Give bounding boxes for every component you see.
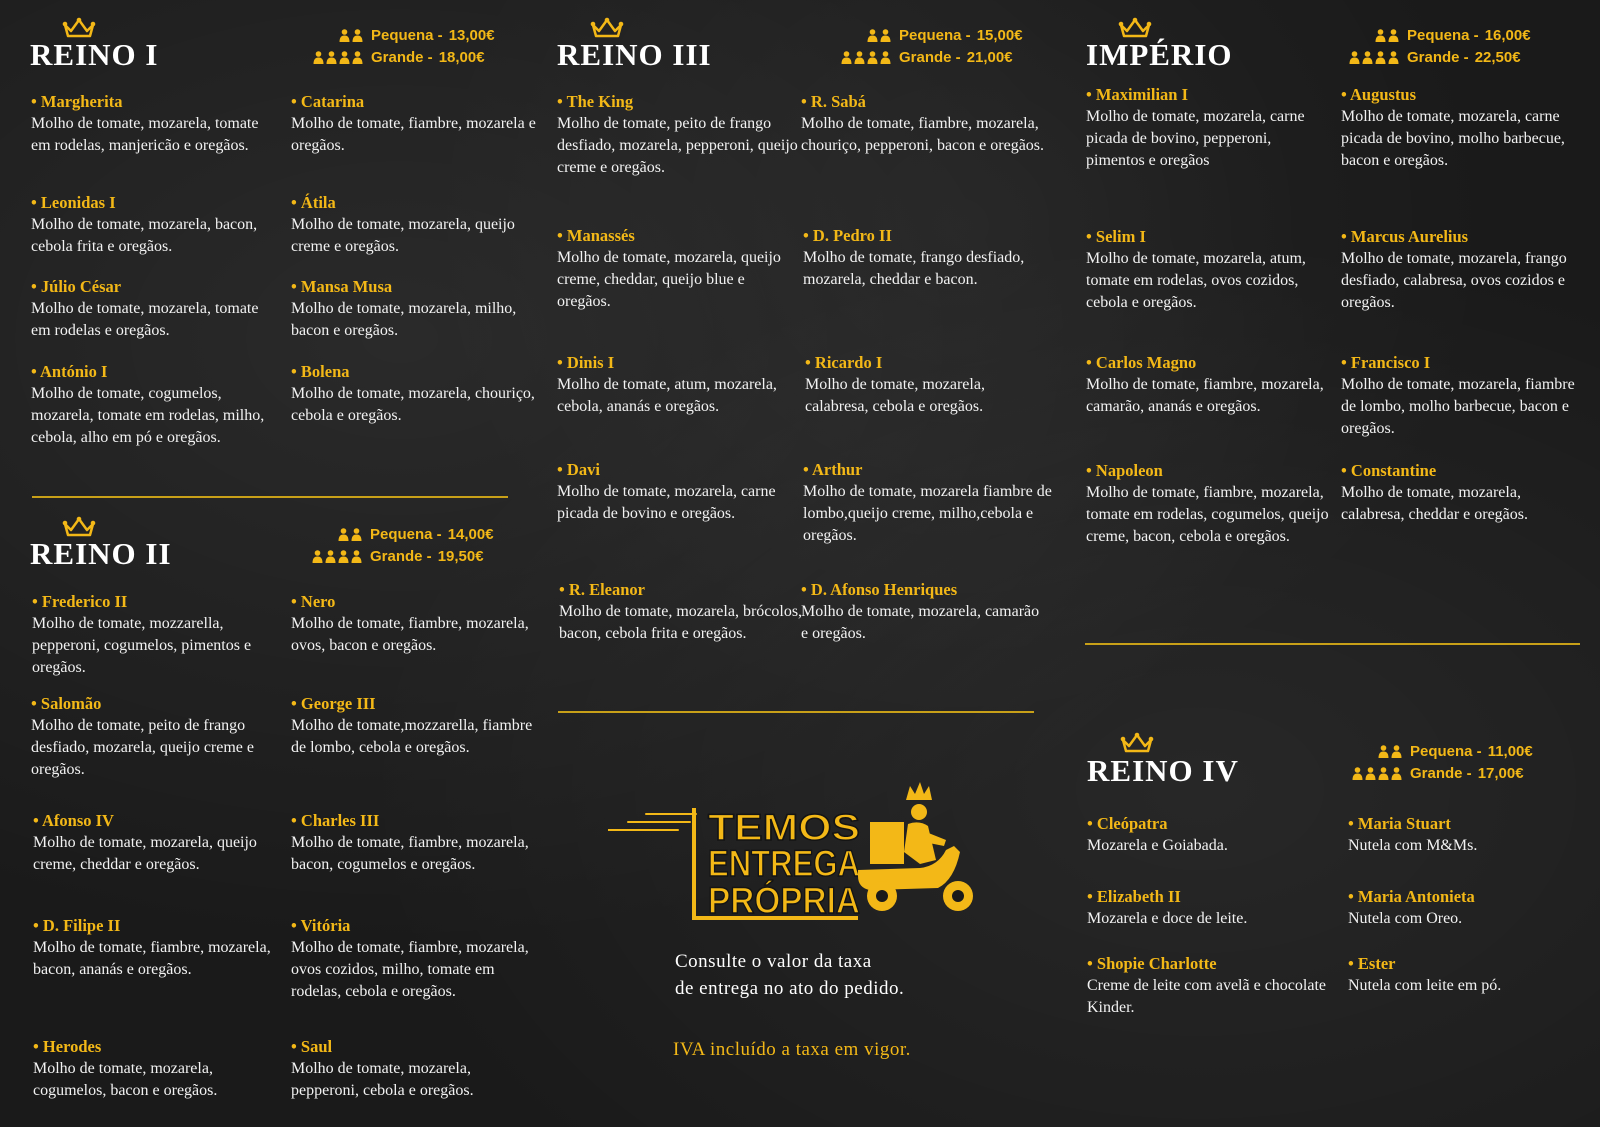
menu-item [1086,84,1326,172]
pizza-description: Creme de leite com avelã e chocolate Kinder. [1087,977,1326,1016]
price-large-reino-4: Grande - 17,00€ [1344,765,1524,782]
pizza-description: Molho de tomate, mozarela, calabresa, cebola e oregãos. [805,376,985,415]
pizza-description: Nutela com leite em pó. [1348,977,1502,994]
crown-icon [62,516,96,538]
pizza-description: Molho de tomate, mozzarella, pepperoni, cogumelos, pimentos e oregãos. [32,615,252,676]
pizza-description: Mozarela e Goiabada. [1087,837,1228,854]
divider [1085,643,1580,645]
four-people-icon [1341,51,1399,64]
crown-icon [1120,732,1154,754]
pizza-name: • Átila [291,192,536,214]
menu-item [291,693,536,759]
delivery-fee-line-1: Consulte o valor da taxa [675,951,872,972]
menu-item [1086,226,1326,314]
pizza-name: • D. Filipe II [33,915,278,937]
pizza-name: • Leonidas I [31,192,276,214]
menu-item [31,91,276,157]
pizza-description: Molho de tomate, mozarela, carne picada de bovino e oregãos. [557,483,776,522]
section-title-imperio: IMPÉRIO [1086,37,1233,72]
pizza-name: • Herodes [33,1036,278,1058]
pizza-name: • D. Pedro II [803,225,1048,247]
price-small-imperio: Pequena - 16,00€ [1341,27,1531,44]
menu-item [805,352,1050,418]
pizza-description: Molho de tomate, mozarela, carne picada de bovino, pepperoni, pimentos e oregãos [1086,108,1305,169]
menu-item [557,459,802,525]
section-title-reino-3: REINO III [557,37,712,72]
price-large-reino-2: Grande - 19,50€ [304,548,484,565]
pizza-description: Molho de tomate, fiambre, mozarela e oregãos. [291,115,536,154]
menu-item [1087,953,1332,1019]
pizza-name: • Francisco I [1341,352,1586,374]
menu-item [1348,813,1593,857]
pizza-name: • Constantine [1341,460,1586,482]
pizza-description: Molho de tomate, atum, mozarela, cebola, ananás e oregãos. [557,376,777,415]
pizza-name: • Selim I [1086,226,1326,248]
pizza-name: • R. Sabá [801,91,1046,113]
menu-item [557,352,802,418]
pizza-name: • Mansa Musa [291,276,536,298]
pizza-name: • Vitória [291,915,536,937]
two-people-icon [833,29,891,42]
pizza-name: • Maximilian I [1086,84,1326,106]
menu-item [291,591,536,657]
four-people-icon [305,51,363,64]
pizza-name: • Manassés [557,225,802,247]
price-large-reino-1: Grande - 18,00€ [305,49,485,66]
pizza-description: Molho de tomate, cogumelos, mozarela, tomate em rodelas, milho, cebola, alho em pó e oregãos. [31,385,265,446]
pizza-description: Molho de tomate, mozarela, queijo creme, cheddar, queijo blue e oregãos. [557,249,781,310]
pizza-description: Molho de tomate, mozarela, tomate em rodelas, manjericão e oregãos. [31,115,259,154]
pizza-description: Molho de tomate, mozarela, bacon, cebola frita e oregãos. [31,216,258,255]
menu-item [557,225,802,313]
menu-item [291,91,536,157]
iva-note: IVA incluído a taxa em vigor. [673,1039,911,1060]
pizza-description: Molho de tomate, peito de frango desfiado, mozarela, queijo creme e oregãos. [31,717,254,778]
pizza-name: • George III [291,693,536,715]
pizza-description: Molho de tomate, fiambre, mozarela, chouriço, pepperoni, bacon e oregãos. [801,115,1045,154]
pizza-description: Molho de tomate, peito de frango desfiado, mozarela, pepperoni, queijo creme e oregãos. [557,115,798,176]
logo-line-3: PRÓPRIA [708,880,877,920]
menu-item [801,91,1046,157]
menu-item [1087,813,1332,857]
pizza-description: Molho de tomate, mozarela, fiambre de lombo, molho barbecue, bacon e oregãos. [1341,376,1575,437]
menu-item [291,1036,536,1102]
price-small-reino-1: Pequena - 13,00€ [305,27,495,44]
pizza-description: Molho de tomate, fiambre, mozarela, ovos, bacon e oregãos. [291,615,529,654]
pizza-description: Molho de tomate, mozarela fiambre de lombo,queijo creme, milho,cebola e oregãos. [803,483,1052,544]
menu-item [1341,84,1586,172]
menu-item [33,915,278,981]
pizza-name: • Salomão [31,693,276,715]
delivery-scooter-logo [608,780,988,920]
divider [32,496,508,498]
pizza-name: • Catarina [291,91,536,113]
pizza-name: • Saul [291,1036,536,1058]
logo-line-1: TEMOS [708,807,860,848]
menu-item [32,591,277,679]
pizza-name: • Napoleon [1086,460,1332,482]
pizza-name: • Charles III [291,810,536,832]
pizza-name: • Carlos Magno [1086,352,1326,374]
pizza-description: Molho de tomate, mozarela, pepperoni, cebola e oregãos. [291,1060,474,1099]
menu-item [1087,886,1332,930]
pizza-name: • António I [31,361,276,383]
menu-item [1348,953,1593,997]
pizza-name: • The King [557,91,802,113]
pizza-name: • Shopie Charlotte [1087,953,1332,975]
pizza-name: • Afonso IV [33,810,278,832]
section-title-reino-1: REINO I [30,37,159,72]
menu-item [31,693,276,781]
pizza-description: Molho de tomate, frango desfiado, mozarela, cheddar e bacon. [803,249,1025,288]
divider [558,711,1034,713]
four-people-icon [833,51,891,64]
pizza-name: • Arthur [803,459,1065,481]
pizza-description: Molho de tomate, mozarela, queijo creme, cheddar e oregãos. [33,834,257,873]
pizza-name: • Ricardo I [805,352,1050,374]
pizza-name: • Margherita [31,91,276,113]
pizza-name: • Marcus Aurelius [1341,226,1586,248]
pizza-name: • Ester [1348,953,1593,975]
pizza-description: Molho de tomate, fiambre, mozarela, bacon, ananás e oregãos. [33,939,271,978]
pizza-description: Molho de tomate, mozarela, tomate em rodelas e oregãos. [31,300,259,339]
price-large-imperio: Grande - 22,50€ [1341,49,1521,66]
delivery-fee-line-2: de entrega no ato do pedido. [675,978,905,999]
pizza-name: • Bolena [291,361,536,383]
menu-item [33,1036,278,1102]
menu-item [291,361,536,427]
menu-item [557,91,802,179]
menu-item [291,810,536,876]
crown-icon [1118,17,1152,39]
section-title-reino-4: REINO IV [1087,753,1239,788]
menu-item [1341,226,1586,314]
menu-item [31,192,276,258]
pizza-description: Molho de tomate, mozarela, camarão e oregãos. [801,603,1040,642]
pizza-description: Molho de tomate, fiambre, mozarela, tomate em rodelas, cogumelos, queijo creme, bacon, cebola e oregãos. [1086,484,1329,545]
pizza-description: Molho de tomate, mozarela, carne picada de bovino, molho barbecue, bacon e oregãos. [1341,108,1565,169]
pizza-name: • Maria Antonieta [1348,886,1593,908]
pizza-description: Molho de tomate, mozarela, queijo creme e oregãos. [291,216,515,255]
section-title-reino-2: REINO II [30,536,172,571]
price-large-reino-3: Grande - 21,00€ [833,49,1013,66]
pizza-name: • Frederico II [32,591,277,613]
four-people-icon [304,550,362,563]
pizza-name: • Cleópatra [1087,813,1332,835]
pizza-description: Molho de tomate, mozarela, brócolos, bacon, cebola frita e oregãos. [559,603,803,642]
menu-item [801,579,1046,645]
pizza-description: Molho de tomate,mozzarella, fiambre de lombo, cebola e oregãos. [291,717,533,756]
price-small-reino-4: Pequena - 11,00€ [1344,743,1533,760]
crown-icon [62,17,96,39]
menu-item [31,276,276,342]
pizza-description: Molho de tomate, mozarela, cogumelos, bacon e oregãos. [33,1060,218,1099]
pizza-description: Nutela com Oreo. [1348,910,1463,927]
pizza-name: • Júlio César [31,276,276,298]
pizza-description: Molho de tomate, mozarela, calabresa, cheddar e oregãos. [1341,484,1528,523]
pizza-name: • R. Eleanor [559,579,804,601]
menu-item [291,192,536,258]
pizza-name: • Nero [291,591,536,613]
pizza-name: • Augustus [1341,84,1586,106]
pizza-description: Molho de tomate, mozarela, milho, bacon e oregãos. [291,300,517,339]
pizza-description: Nutela com M&Ms. [1348,837,1478,854]
pizza-description: Mozarela e doce de leite. [1087,910,1248,927]
menu-item [33,810,278,876]
four-people-icon [1344,767,1402,780]
price-small-reino-2: Pequena - 14,00€ [304,526,494,543]
two-people-icon [1341,29,1399,42]
menu-item [1348,886,1593,930]
menu-item [803,225,1048,291]
pizza-name: • Davi [557,459,802,481]
pizza-description: Molho de tomate, mozarela, frango desfiado, calabresa, ovos cozidos e oregãos. [1341,250,1567,311]
menu-item [1086,460,1332,548]
menu-item [1341,460,1586,526]
pizza-name: • Maria Stuart [1348,813,1593,835]
pizza-description: Molho de tomate, mozarela, atum, tomate em rodelas, ovos cozidos, cebola e oregãos. [1086,250,1306,311]
two-people-icon [1344,745,1402,758]
menu-item [803,459,1065,547]
crown-icon [590,17,624,39]
pizza-name: • Elizabeth II [1087,886,1332,908]
pizza-name: • Dinis I [557,352,802,374]
pizza-description: Molho de tomate, fiambre, mozarela, ovos cozidos, milho, tomate em rodelas, cebola e oregãos. [291,939,529,1000]
logo-line-2: ENTREGA [708,843,860,884]
menu-item [1341,352,1586,440]
pizza-name: • D. Afonso Henriques [801,579,1046,601]
pizza-description: Molho de tomate, mozarela, chouriço, cebola e oregãos. [291,385,535,424]
two-people-icon [305,29,363,42]
menu-item [559,579,804,645]
two-people-icon [304,528,362,541]
pizza-description: Molho de tomate, fiambre, mozarela, bacon, cogumelos e oregãos. [291,834,529,873]
pizza-description: Molho de tomate, fiambre, mozarela, camarão, ananás e oregãos. [1086,376,1324,415]
menu-item [291,915,536,1003]
menu-item [1086,352,1326,418]
menu-item [31,361,276,449]
price-small-reino-3: Pequena - 15,00€ [833,27,1023,44]
menu-item [291,276,536,342]
